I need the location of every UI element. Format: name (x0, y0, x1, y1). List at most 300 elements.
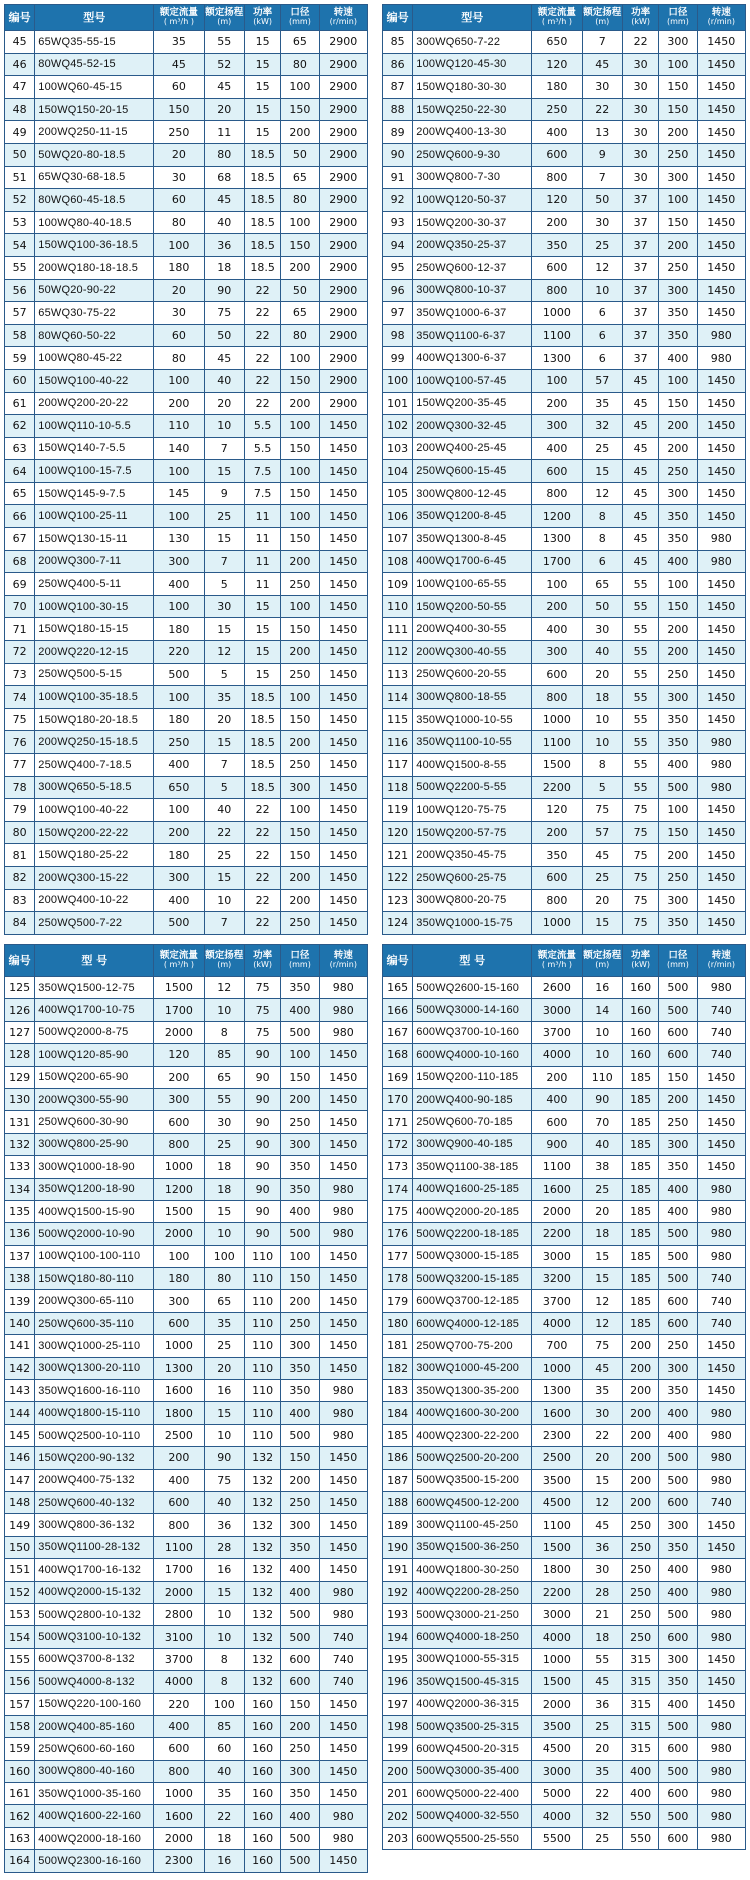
cell-model: 600WQ4000-12-185 (413, 1312, 532, 1334)
cell-power: 15 (244, 641, 280, 664)
table-row (383, 1805, 746, 1827)
cell-speed: 1450 (697, 866, 745, 889)
cell-speed: 1450 (319, 1783, 367, 1805)
cell-speed: 1450 (319, 573, 367, 596)
cell-bore: 150 (281, 1066, 319, 1088)
cell-model: 350WQ1100-6-37 (413, 324, 532, 347)
table-row (5, 347, 368, 370)
table-row (5, 1066, 368, 1088)
cell-power: 250 (622, 1581, 658, 1603)
cell-head: 40 (582, 641, 622, 664)
cell-no: 69 (5, 573, 35, 596)
cell-power: 110 (244, 1424, 280, 1446)
cell-power: 18.5 (244, 754, 280, 777)
cell-bore: 350 (659, 302, 697, 325)
cell-model: 150WQ200-22-22 (35, 821, 154, 844)
cell-speed: 740 (697, 1044, 745, 1066)
cell-bore: 100 (281, 595, 319, 618)
table-row (5, 999, 368, 1021)
cell-flow: 250 (154, 121, 204, 144)
cell-head: 35 (582, 392, 622, 415)
cell-bore: 80 (281, 53, 319, 76)
cell-bore: 150 (659, 211, 697, 234)
cell-power: 160 (244, 1783, 280, 1805)
cell-power: 110 (244, 1380, 280, 1402)
cell-bore: 100 (281, 799, 319, 822)
cell-bore: 100 (659, 369, 697, 392)
cell-power: 45 (622, 415, 658, 438)
cell-flow: 4500 (532, 1738, 582, 1760)
cell-head: 10 (582, 1021, 622, 1043)
cell-speed: 1450 (319, 1536, 367, 1558)
cell-model: 300WQ800-36-132 (35, 1514, 154, 1536)
table-row (383, 76, 746, 99)
cell-power: 90 (244, 1200, 280, 1222)
cell-power: 160 (244, 1850, 280, 1872)
table-row (383, 505, 746, 528)
cell-no: 176 (383, 1223, 413, 1245)
cell-no: 78 (5, 776, 35, 799)
cell-model: 500WQ3100-10-132 (35, 1626, 154, 1648)
cell-no: 144 (5, 1402, 35, 1424)
cell-flow: 35 (154, 31, 204, 54)
cell-bore: 250 (659, 460, 697, 483)
cell-speed: 980 (697, 1245, 745, 1267)
cell-head: 8 (582, 754, 622, 777)
cell-power: 132 (244, 1514, 280, 1536)
cell-bore: 200 (281, 392, 319, 415)
cell-bore: 100 (281, 686, 319, 709)
header-head: 额定扬程 (m) (582, 5, 622, 31)
cell-flow: 1100 (532, 1156, 582, 1178)
cell-head: 10 (582, 731, 622, 754)
cell-model: 400WQ1700-16-132 (35, 1559, 154, 1581)
cell-flow: 600 (532, 663, 582, 686)
cell-head: 10 (204, 1626, 244, 1648)
cell-model: 300WQ1000-18-90 (35, 1156, 154, 1178)
cell-flow: 100 (154, 1245, 204, 1267)
cell-no: 155 (5, 1648, 35, 1670)
cell-power: 45 (622, 460, 658, 483)
cell-no: 152 (5, 1581, 35, 1603)
cell-model: 100WQ80-45-22 (35, 347, 154, 370)
cell-power: 18.5 (244, 708, 280, 731)
cell-power: 110 (244, 1290, 280, 1312)
cell-bore: 250 (281, 1738, 319, 1760)
cell-head: 10 (204, 1424, 244, 1446)
cell-head: 8 (204, 1648, 244, 1670)
cell-no: 52 (5, 189, 35, 212)
cell-no: 168 (383, 1044, 413, 1066)
cell-bore: 150 (281, 708, 319, 731)
cell-bore: 400 (659, 550, 697, 573)
table-row (5, 1783, 368, 1805)
cell-model: 150WQ200-65-90 (35, 1066, 154, 1088)
cell-flow: 140 (154, 437, 204, 460)
cell-speed: 1450 (319, 1066, 367, 1088)
header-no: 编号 (383, 5, 413, 31)
cell-bore: 400 (659, 1559, 697, 1581)
cell-no: 58 (5, 324, 35, 347)
cell-flow: 1300 (532, 528, 582, 551)
header-no: 编号 (5, 5, 35, 31)
cell-speed: 1450 (697, 76, 745, 99)
table-row (383, 1447, 746, 1469)
cell-no: 180 (383, 1312, 413, 1334)
table-row (383, 1290, 746, 1312)
cell-speed: 1450 (319, 415, 367, 438)
cell-bore: 150 (281, 844, 319, 867)
cell-head: 6 (582, 324, 622, 347)
cell-bore: 150 (281, 482, 319, 505)
cell-model: 350WQ1000-15-75 (413, 912, 532, 935)
cell-flow: 3200 (532, 1268, 582, 1290)
cell-bore: 65 (281, 166, 319, 189)
cell-power: 55 (622, 686, 658, 709)
cell-no: 112 (383, 641, 413, 664)
cell-power: 132 (244, 1469, 280, 1491)
cell-power: 22 (244, 302, 280, 325)
cell-bore: 100 (281, 76, 319, 99)
spec-table-panel-top-right (382, 4, 746, 935)
cell-model: 65WQ35-55-15 (35, 31, 154, 54)
cell-speed: 980 (697, 1603, 745, 1625)
table-row (383, 1088, 746, 1110)
cell-speed: 1450 (319, 799, 367, 822)
cell-model: 350WQ1100-28-132 (35, 1536, 154, 1558)
cell-head: 12 (582, 1290, 622, 1312)
cell-flow: 4000 (532, 1044, 582, 1066)
cell-no: 63 (5, 437, 35, 460)
cell-flow: 1800 (154, 1402, 204, 1424)
cell-model: 250WQ600-20-55 (413, 663, 532, 686)
cell-bore: 200 (281, 866, 319, 889)
table-row (5, 189, 368, 212)
cell-no: 48 (5, 98, 35, 121)
table-row (5, 663, 368, 686)
cell-head: 7 (204, 912, 244, 935)
header-speed: 转速 (r/min) (697, 945, 745, 977)
cell-power: 185 (622, 1200, 658, 1222)
cell-head: 40 (204, 1491, 244, 1513)
cell-no: 59 (5, 347, 35, 370)
cell-model: 100WQ100-57-45 (413, 369, 532, 392)
table-row (5, 550, 368, 573)
cell-power: 250 (622, 1559, 658, 1581)
cell-flow: 300 (154, 866, 204, 889)
cell-power: 315 (622, 1693, 658, 1715)
cell-head: 25 (204, 505, 244, 528)
table-row (5, 392, 368, 415)
cell-model: 200WQ350-45-75 (413, 844, 532, 867)
cell-model: 100WQ100-65-55 (413, 573, 532, 596)
cell-speed: 1450 (697, 53, 745, 76)
cell-speed: 980 (697, 1469, 745, 1491)
cell-bore: 400 (659, 1178, 697, 1200)
cell-speed: 1450 (697, 1536, 745, 1558)
cell-power: 45 (622, 482, 658, 505)
cell-head: 20 (204, 392, 244, 415)
cell-flow: 1500 (154, 977, 204, 999)
cell-speed: 980 (697, 1178, 745, 1200)
table-row (5, 821, 368, 844)
cell-bore: 100 (281, 211, 319, 234)
table-row (383, 53, 746, 76)
cell-model: 150WQ140-7-5.5 (35, 437, 154, 460)
cell-model: 150WQ200-90-132 (35, 1447, 154, 1469)
cell-model: 600WQ4000-10-160 (413, 1044, 532, 1066)
cell-bore: 80 (281, 189, 319, 212)
table-row (383, 1603, 746, 1625)
cell-power: 110 (244, 1335, 280, 1357)
cell-head: 25 (204, 1133, 244, 1155)
cell-flow: 400 (154, 754, 204, 777)
cell-power: 30 (622, 166, 658, 189)
cell-head: 90 (204, 1447, 244, 1469)
table-row (5, 256, 368, 279)
cell-flow: 800 (154, 1514, 204, 1536)
table-row (383, 143, 746, 166)
cell-bore: 150 (659, 821, 697, 844)
cell-head: 20 (204, 708, 244, 731)
cell-speed: 980 (697, 1402, 745, 1424)
cell-model: 350WQ1000-35-160 (35, 1783, 154, 1805)
cell-head: 85 (204, 1044, 244, 1066)
cell-power: 18.5 (244, 234, 280, 257)
cell-speed: 1450 (697, 1671, 745, 1693)
cell-bore: 200 (281, 641, 319, 664)
cell-no: 182 (383, 1357, 413, 1379)
table-row (5, 121, 368, 144)
cell-model: 150WQ220-100-160 (35, 1693, 154, 1715)
cell-power: 18.5 (244, 731, 280, 754)
table-row (5, 1693, 368, 1715)
cell-model: 200WQ300-40-55 (413, 641, 532, 664)
cell-bore: 350 (659, 731, 697, 754)
cell-bore: 250 (659, 1111, 697, 1133)
cell-head: 110 (582, 1066, 622, 1088)
cell-bore: 200 (281, 1088, 319, 1110)
pump-spec-table (382, 944, 746, 1850)
cell-power: 45 (622, 505, 658, 528)
cell-no: 138 (5, 1268, 35, 1290)
cell-speed: 980 (319, 977, 367, 999)
table-row (5, 234, 368, 257)
cell-speed: 1450 (697, 1648, 745, 1670)
cell-no: 99 (383, 347, 413, 370)
cell-model: 200WQ400-13-30 (413, 121, 532, 144)
cell-no: 136 (5, 1223, 35, 1245)
table-row (383, 166, 746, 189)
cell-head: 15 (204, 528, 244, 551)
cell-speed: 980 (319, 999, 367, 1021)
cell-bore: 500 (281, 1424, 319, 1446)
cell-bore: 400 (281, 1805, 319, 1827)
cell-power: 160 (244, 1715, 280, 1737)
table-row (5, 1021, 368, 1043)
cell-bore: 50 (281, 279, 319, 302)
cell-flow: 400 (154, 1715, 204, 1737)
cell-model: 500WQ2000-8-75 (35, 1021, 154, 1043)
cell-no: 101 (383, 392, 413, 415)
cell-power: 160 (244, 1805, 280, 1827)
table-row (383, 1044, 746, 1066)
cell-flow: 600 (154, 1312, 204, 1334)
cell-power: 5.5 (244, 437, 280, 460)
cell-flow: 3000 (532, 1603, 582, 1625)
cell-no: 132 (5, 1133, 35, 1155)
cell-no: 73 (5, 663, 35, 686)
cell-head: 12 (582, 1491, 622, 1513)
cell-head: 8 (582, 528, 622, 551)
cell-bore: 500 (281, 1850, 319, 1872)
cell-bore: 350 (659, 1671, 697, 1693)
cell-flow: 120 (154, 1044, 204, 1066)
cell-no: 177 (383, 1245, 413, 1267)
cell-model: 200WQ200-20-22 (35, 392, 154, 415)
table-row (5, 686, 368, 709)
cell-head: 6 (582, 347, 622, 370)
table-row (5, 1044, 368, 1066)
cell-bore: 150 (281, 528, 319, 551)
cell-model: 100WQ120-50-37 (413, 189, 532, 212)
cell-flow: 180 (154, 618, 204, 641)
cell-speed: 1450 (697, 1133, 745, 1155)
cell-no: 126 (5, 999, 35, 1021)
table-row (5, 1491, 368, 1513)
cell-power: 55 (622, 573, 658, 596)
cell-bore: 400 (281, 1402, 319, 1424)
cell-no: 82 (5, 866, 35, 889)
cell-no: 50 (5, 143, 35, 166)
cell-no: 188 (383, 1491, 413, 1513)
cell-power: 30 (622, 121, 658, 144)
cell-no: 190 (383, 1536, 413, 1558)
cell-bore: 150 (659, 76, 697, 99)
cell-no: 186 (383, 1447, 413, 1469)
cell-speed: 1450 (697, 595, 745, 618)
cell-head: 15 (582, 1245, 622, 1267)
cell-model: 80WQ45-52-15 (35, 53, 154, 76)
cell-speed: 980 (697, 731, 745, 754)
cell-model: 300WQ800-7-30 (413, 166, 532, 189)
cell-bore: 250 (659, 866, 697, 889)
header-row (383, 945, 746, 977)
cell-flow: 800 (154, 1760, 204, 1782)
cell-speed: 980 (697, 1559, 745, 1581)
cell-model: 300WQ800-12-45 (413, 482, 532, 505)
cell-bore: 50 (281, 143, 319, 166)
cell-head: 30 (582, 618, 622, 641)
cell-model: 50WQ20-90-22 (35, 279, 154, 302)
cell-no: 103 (383, 437, 413, 460)
cell-model: 300WQ800-18-55 (413, 686, 532, 709)
cell-no: 104 (383, 460, 413, 483)
cell-model: 250WQ600-25-75 (413, 866, 532, 889)
cell-power: 15 (244, 663, 280, 686)
cell-model: 500WQ2800-10-132 (35, 1603, 154, 1625)
cell-flow: 2000 (532, 1693, 582, 1715)
cell-flow: 30 (154, 302, 204, 325)
cell-no: 151 (5, 1559, 35, 1581)
cell-flow: 600 (532, 256, 582, 279)
cell-power: 22 (244, 799, 280, 822)
cell-power: 160 (622, 1044, 658, 1066)
cell-power: 75 (244, 999, 280, 1021)
cell-flow: 3700 (532, 1290, 582, 1312)
cell-power: 55 (622, 731, 658, 754)
cell-head: 16 (204, 1850, 244, 1872)
cell-speed: 740 (697, 1021, 745, 1043)
cell-head: 5 (204, 776, 244, 799)
cell-head: 30 (204, 1111, 244, 1133)
cell-no: 165 (383, 977, 413, 999)
cell-model: 500WQ2300-16-160 (35, 1850, 154, 1872)
cell-power: 22 (622, 31, 658, 54)
header-flow: 额定流量 ( m³/h ) (532, 5, 582, 31)
cell-no: 134 (5, 1178, 35, 1200)
cell-bore: 600 (659, 1626, 697, 1648)
table-row (5, 31, 368, 54)
table-row (383, 415, 746, 438)
cell-bore: 500 (659, 1223, 697, 1245)
cell-head: 36 (204, 234, 244, 257)
cell-speed: 980 (697, 776, 745, 799)
cell-no: 133 (5, 1156, 35, 1178)
table-row (383, 1066, 746, 1088)
cell-speed: 1450 (319, 708, 367, 731)
cell-no: 150 (5, 1536, 35, 1558)
cell-model: 200WQ300-55-90 (35, 1088, 154, 1110)
cell-speed: 1450 (319, 1245, 367, 1267)
cell-no: 118 (383, 776, 413, 799)
cell-no: 70 (5, 595, 35, 618)
cell-flow: 1700 (154, 999, 204, 1021)
table-row (5, 1111, 368, 1133)
cell-bore: 150 (281, 369, 319, 392)
cell-flow: 3500 (532, 1469, 582, 1491)
table-row (383, 324, 746, 347)
table-row (383, 595, 746, 618)
cell-power: 200 (622, 1335, 658, 1357)
cell-head: 30 (582, 76, 622, 99)
cell-flow: 1500 (532, 1536, 582, 1558)
cell-speed: 1450 (697, 844, 745, 867)
cell-model: 150WQ200-50-55 (413, 595, 532, 618)
cell-no: 89 (383, 121, 413, 144)
cell-head: 10 (582, 1044, 622, 1066)
cell-speed: 1450 (697, 279, 745, 302)
cell-flow: 60 (154, 189, 204, 212)
cell-power: 132 (244, 1536, 280, 1558)
cell-speed: 1450 (319, 1469, 367, 1491)
cell-bore: 300 (659, 686, 697, 709)
cell-model: 300WQ800-10-37 (413, 279, 532, 302)
cell-model: 350WQ1000-10-55 (413, 708, 532, 731)
cell-flow: 200 (154, 1447, 204, 1469)
cell-model: 300WQ1300-20-110 (35, 1357, 154, 1379)
cell-speed: 1450 (697, 708, 745, 731)
cell-power: 200 (622, 1402, 658, 1424)
table-row (383, 460, 746, 483)
cell-model: 200WQ250-11-15 (35, 121, 154, 144)
cell-model: 150WQ250-22-30 (413, 98, 532, 121)
cell-flow: 2000 (532, 1200, 582, 1222)
cell-power: 55 (622, 776, 658, 799)
cell-flow: 300 (532, 415, 582, 438)
cell-head: 12 (582, 482, 622, 505)
cell-model: 400WQ1500-15-90 (35, 1200, 154, 1222)
